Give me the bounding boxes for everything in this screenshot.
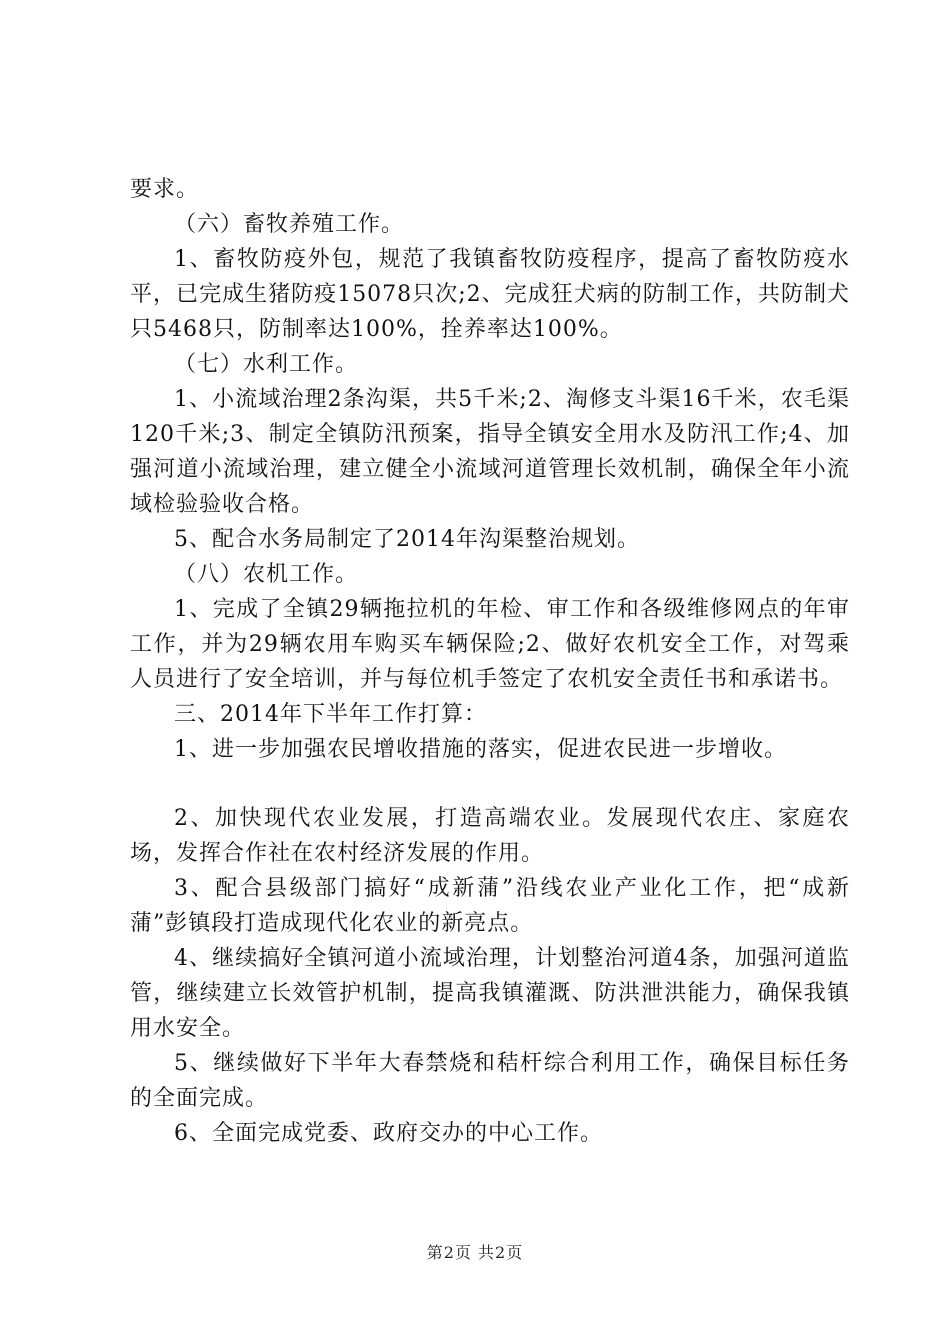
paragraph-plan-5: 5、继续做好下半年大春禁烧和秸杆综合利用工作，确保目标任务的全面完成。	[130, 1051, 850, 1111]
section-heading-water: （七）水利工作。	[174, 352, 359, 377]
paragraph-plan-3: 3、配合县级部门搞好“成新蒲”沿线农业产业化工作，把“成新蒲”彭镇段打造成现代化农业的新亮点。	[130, 876, 850, 936]
document-body	[130, 172, 850, 1151]
blank-line	[130, 767, 850, 801]
paragraph-farm-machinery: 1、完成了全镇29辆拖拉机的年检、审工作和各级维修网点的年审工作，并为29辆农用车购买车辆保险;2、做好农机安全工作，对驾乘人员进行了安全培训，并与每位机手签定了农机安全责任书和承诺书。	[130, 597, 850, 692]
paragraph-continuation: 要求。	[130, 177, 200, 202]
paragraph-plan-1: 1、进一步加强农民增收措施的落实，促进农民进一步增收。	[174, 737, 787, 762]
paragraph-water-works: 1、小流域治理2条沟渠，共5千米;2、淘修支斗渠16千米，农毛渠120千米;3、制定全镇防汛预案，指导全镇安全用水及防汛工作;4、加强河道小流域治理，建立健全小流域河道管理长效机制，确保全年小流域检验验收合格。	[130, 387, 850, 517]
paragraph-canal-plan: 5、配合水务局制定了2014年沟渠整治规划。	[174, 527, 640, 552]
paragraph-plan-6: 6、全面完成党委、政府交办的中心工作。	[174, 1121, 603, 1146]
paragraph-livestock-epidemic: 1、畜牧防疫外包，规范了我镇畜牧防疫程序，提高了畜牧防疫水平，已完成生猪防疫15078只次;2、完成狂犬病的防制工作，共防制犬只5468只，防制率达100%，拴养率达100%。	[130, 247, 850, 342]
page-number-footer: 第2页 共2页	[426, 1243, 524, 1262]
section-heading-livestock: （六）畜牧养殖工作。	[174, 212, 405, 237]
section-heading-plan: 三、2014年下半年工作打算：	[174, 702, 487, 727]
section-heading-farm-machinery: （八）农机工作。	[174, 562, 359, 587]
paragraph-plan-4: 4、继续搞好全镇河道小流域治理，计划整治河道4条，加强河道监管，继续建立长效管护机制，提高我镇灌溉、防洪泄洪能力，确保我镇用水安全。	[130, 946, 850, 1041]
paragraph-plan-2: 2、加快现代农业发展，打造高端农业。发展现代农庄、家庭农场，发挥合作社在农村经济发展的作用。	[130, 806, 850, 866]
